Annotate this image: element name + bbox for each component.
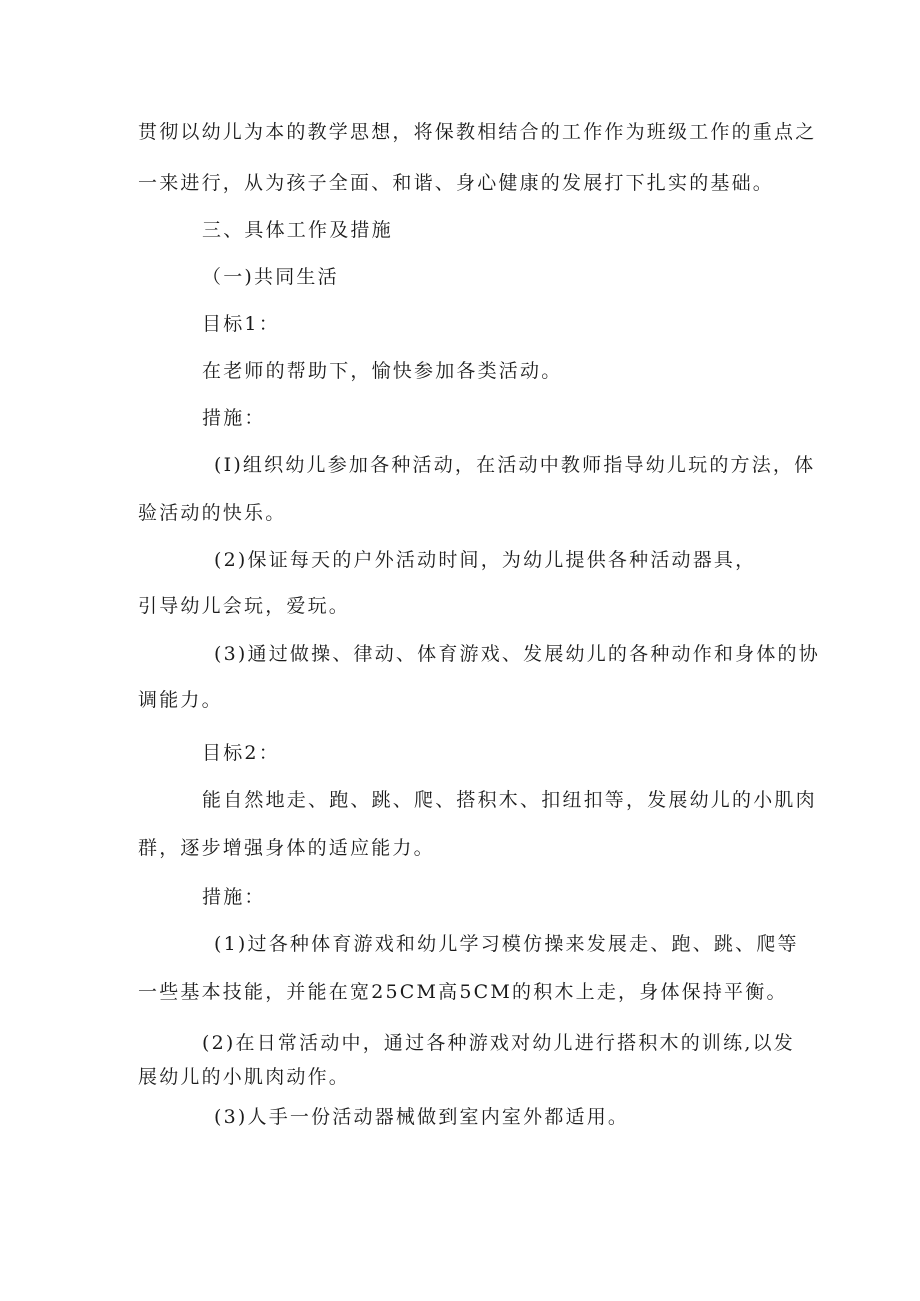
- body-text-line: 一来进行，从为孩子全面、和谐、身心健康的发展打下扎实的基础。: [138, 172, 775, 194]
- measure-item-continued: 展幼儿的小肌肉动作。: [138, 1066, 351, 1088]
- measure-item-continued: 引导幼儿会玩，爱玩。: [138, 595, 351, 617]
- measures-heading: 措施：: [202, 407, 266, 429]
- goal-heading: 目标1：: [202, 313, 280, 335]
- measures-heading: 措施：: [202, 886, 266, 908]
- subsection-heading: （一)共同生活: [202, 266, 339, 288]
- measure-item: (2)保证每天的户外活动时间，为幼儿提供各种活动器具，: [214, 549, 757, 571]
- goal-text: 在老师的帮助下，愉快参加各类活动。: [202, 360, 563, 382]
- section-heading: 三、具体工作及措施: [202, 219, 393, 241]
- measure-item-continued: 一些基本技能，并能在宽25CM高5CM的积木上走，身体保持平衡。: [138, 981, 788, 1003]
- goal-heading: 目标2：: [202, 742, 280, 764]
- measure-item: (3)通过做操、律动、体育游戏、发展幼儿的各种动作和身体的协: [214, 643, 820, 665]
- goal-text-continued: 群，逐步增强身体的适应能力。: [138, 837, 435, 859]
- measure-item-continued: 验活动的快乐。: [138, 502, 287, 524]
- goal-text: 能自然地走、跑、跳、爬、搭积木、扣纽扣等，发展幼儿的小肌肉: [202, 789, 817, 811]
- measure-item: (2)在日常活动中，通过各种游戏对幼儿进行搭积木的训练,以发: [202, 1032, 795, 1054]
- measure-item-continued: 调能力。: [138, 689, 223, 711]
- measure-item: (1)过各种体育游戏和幼儿学习模仿操来发展走、跑、跳、爬等: [214, 933, 799, 955]
- measure-item: (I)组织幼儿参加各种活动，在活动中教师指导幼儿玩的方法，体: [214, 454, 816, 476]
- measure-item: (3)人手一份活动器械做到室内室外都适用。: [214, 1106, 630, 1128]
- body-text-line: 贯彻以幼儿为本的教学思想，将保教相结合的工作作为班级工作的重点之: [138, 121, 817, 143]
